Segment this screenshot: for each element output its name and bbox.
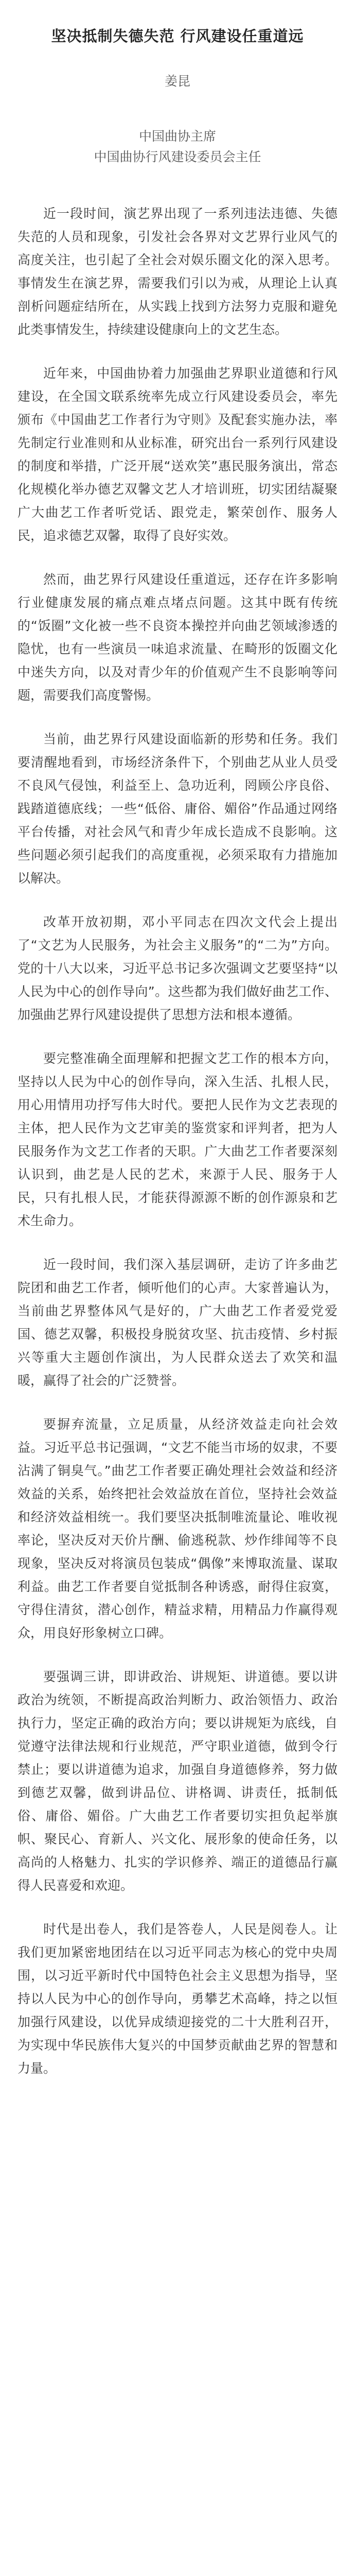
article-body xyxy=(17,202,338,2100)
paragraph-10: 时代是出卷人，我们是答卷人，人民是阅卷人。让我们更加紧密地团结在以习近平同志为核心的党中央周围，以习近平新时代中国特色社会主义思想为指导，坚持以人民为中心的创作导向，勇攀艺术高峰，持之以恒加强行风建设，以优异成绩迎接党的二十大胜利召开，为实现中华民族伟大复兴的中国梦贡献曲艺界的智慧和力量。 xyxy=(17,1922,338,2076)
paragraph-9: 要强调三讲，即讲政治、讲规矩、讲道德。要以讲政治为统领，不断提高政治判断力、政治领悟力、政治执行力，坚定正确的政治方向；要以讲规矩为底线，自觉遵守法律法规和行业规范，严守职业道德，做到令行禁止；要以讲道德为追求，加强自身道德修养，努力做到德艺双馨，做到讲品位、讲格调、讲责任，抵制低俗、庸俗、媚俗。广大曲艺工作者要切实担负起举旗帜、聚民心、育新人、兴文化、展形象的使命任务，以高尚的人格魅力、扎实的学识修养、端正的道德品行赢得人民喜爱和欢迎。 xyxy=(17,1669,338,1893)
paragraph-4: 当前，曲艺界行风建设面临新的形势和任务。我们要清醒地看到，市场经济条件下，个别曲艺从业人员受不良风气侵蚀，利益至上、急功近利，罔顾公序良俗、践踏道德底线；一些“低俗、庸俗、媚俗”作品通过网络平台传播，对社会风气和青少年成长造成不良影响。这些问题必须引起我们的高度重视，必须采取有力措施加以解决。 xyxy=(17,732,338,886)
author-title-1: 中国曲协主席 xyxy=(138,129,216,144)
paragraph-7: 近一段时间，我们深入基层调研，走访了许多曲艺院团和曲艺工作者，倾听他们的心声。大家普遍认为，当前曲艺界整体风气是好的，广大曲艺工作者爱党爱国、德艺双馨，积极投身脱贫攻坚、抗击疫情、乡村振兴等重大主题创作演出，为人民群众送去了欢笑和温暖，赢得了社会的广泛赞誉。 xyxy=(17,1257,338,1388)
paragraph-1: 近一段时间，演艺界出现了一系列违法违德、失德失范的人员和现象，引发社会各界对文艺界行业风气的高度关注，也引起了全社会对娱乐圈文化的深入思考。事情发生在演艺界，需要我们引以为戒，从理论上认真剖析问题症结所在，从实践上找到方法努力克服和避免此类事情发生，持续建设健康向上的文艺生态。 xyxy=(17,206,338,337)
article-title: 坚决抵制失德失范 行风建设任重道远 xyxy=(51,27,304,45)
paragraph-5: 改革开放初期，邓小平同志在四次文代会上提出了“文艺为人民服务，为社会主义服务”的“二为”方向。党的十八大以来，习近平总书记多次强调文艺要坚持“以人民为中心的创作导向”。这些都为我们做好曲艺工作、加强曲艺界行风建设提供了思想方法和根本遵循。 xyxy=(17,914,338,1022)
paragraph-3: 然而，曲艺界行风建设任重道远，还存在许多影响行业健康发展的痛点难点堵点问题。这其中既有传统的“饭圈”文化被一些不良资本操控并向曲艺领域渗透的隐忧，也有一些演员一味追求流量、在畸形的饭圈文化中迷失方向，以及对青少年的价值观产生不良影响等问题，需要我们高度警惕。 xyxy=(17,572,338,703)
author-title-2: 中国曲协行风建设委员会主任 xyxy=(94,149,261,164)
author-name: 姜昆 xyxy=(164,74,190,89)
paragraph-6: 要完整准确全面理解和把握文艺工作的根本方向，坚持以人民为中心的创作导向，深入生活、扎根人民，用心用情用功抒写伟大时代。要把人民作为文艺表现的主体，把人民作为文艺审美的鉴赏家和评判者，把为人民服务作为文艺工作者的天职。广大曲艺工作者要深刻认识到，曲艺是人民的艺术，来源于人民、服务于人民，只有扎根人民，才能获得源源不断的创作源泉和艺术生命力。 xyxy=(17,1051,338,1228)
paragraph-8: 要摒弃流量，立足质量，从经济效益走向社会效益。习近平总书记强调，“文艺不能当市场的奴隶，不要沾满了铜臭气。”曲艺工作者要正确处理社会效益和经济效益的关系，始终把社会效益放在首位，坚持社会效益和经济效益相统一。我们要坚决抵制唯流量论、唯收视率论，坚决反对天价片酬、偷逃税款、炒作绯闻等不良现象，坚决反对将演员包装成“偶像”来博取流量、谋取利益。曲艺工作者要自觉抵制各种诱惑，耐得住寂寞，守得住清贫，潜心创作，精益求精，用精品力作赢得观众，用良好形象树立口碑。 xyxy=(17,1417,338,1640)
paragraph-2: 近年来，中国曲协着力加强曲艺界职业道德和行风建设，在全国文联系统率先成立行风建设委员会，率先颁布《中国曲艺工作者行为守则》及配套实施办法，率先制定行业准则和从业标准，研究出台一系列行风建设的制度和举措，广泛开展“送欢笑”惠民服务演出，常态化规模化举办德艺双馨文艺人才培训班，切实团结凝聚广大曲艺工作者听党话、跟党走，繁荣创作、服务人民，追求德艺双馨，取得了良好实效。 xyxy=(17,366,338,543)
